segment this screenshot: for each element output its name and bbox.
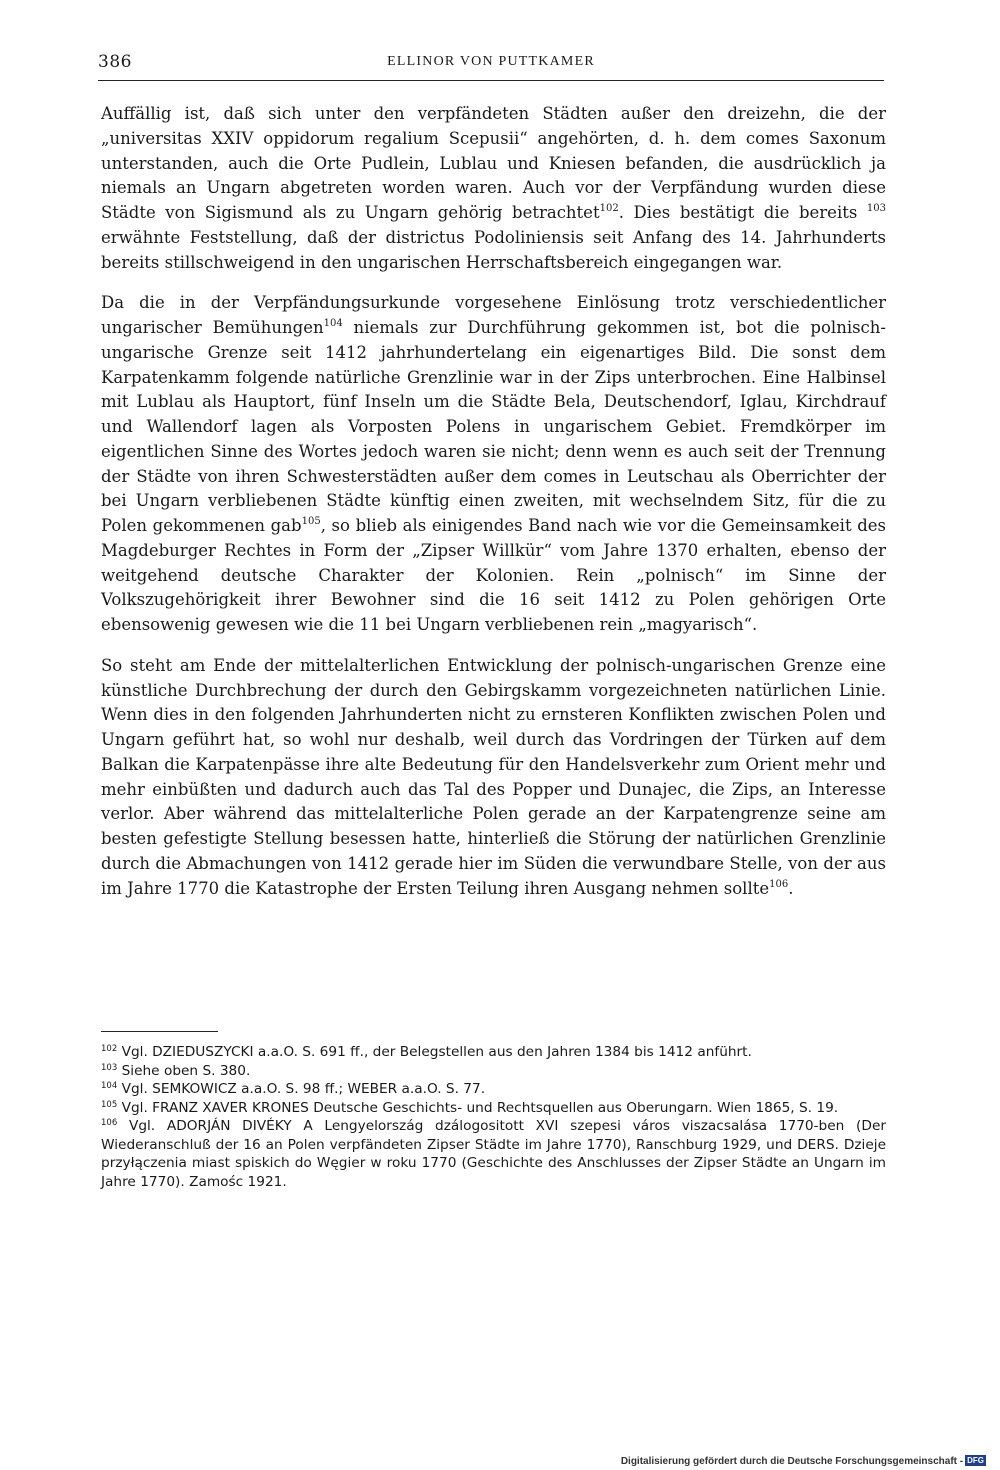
dfg-logo: DFG: [967, 1456, 984, 1465]
body-text: [101, 102, 886, 917]
footnote-number: 103: [101, 1062, 118, 1073]
footnote-number: 106: [101, 1118, 118, 1128]
paragraph: Auffällig ist, daß sich unter den verpfändeten Städten außer den dreizehn, die der „universitas XXIV oppidorum regalium Scepusii“ angehörten, d. h. dem comes Saxonum unterstanden, auch die Orte Pudlein, Lublau und Kniesen befanden, die ausdrücklich ja niemals an Ungarn abgetreten worden waren. Auch vor der Verpfändung wurden diese Städte von Sigismund als zu Ungarn gehörig betrachtet$^{102}$. Dies bestätigt die bereits $^{103}$ erwähnte Feststellung, daß der districtus Podoliniensis seit Anfang des 14. Jahrhunderts bereits stillschweigend in den ungarischen Herrschaftsbereich eingegangen war.: [101, 104, 887, 272]
footnote: $^{106}$ Vgl. ADORJÁN DIVÉKY A Lengyelország dzálogositott XVI szepesi város viszacsalása 1770-ben (Der Wiederanschluß der 16 an Polen verpfändeten Zipser Städte im Jahre 1770), Ranschburg 1929, und DERS. Dzieje przyłączenia miast spiskich do Węgier w roku 1770 (Geschichte des Anschlusses der Zipser Städte an Ungarn im Jahre 1770). Zamośc 1921.: [101, 1118, 886, 1190]
footnote-divider: [101, 1031, 218, 1032]
footnote: $^{105}$ Vgl. FRANZ XAVER KRONES Deutsche Geschichts- und Rechtsquellen aus Oberungarn. Wien 1865, S. 19.: [101, 1099, 839, 1116]
credit-text: Digitalisierung gefördert durch die Deutsche Forschungsgemeinschaft -: [620, 1456, 964, 1467]
digitization-credit: [621, 1455, 986, 1467]
running-head: ELLINOR VON PUTTKAMER: [387, 54, 595, 69]
footnote-number: 102: [101, 1044, 118, 1054]
footnote: $^{104}$ Vgl. SEMKOWICZ a.a.O. S. 98 ff.; WEBER a.a.O. S. 77.: [101, 1081, 486, 1097]
page-number: 386: [98, 52, 132, 72]
footnote: $^{102}$ Vgl. DZIEDUSZYCKI a.a.O. S. 691 ff., der Belegstellen aus den Jahren 1384 bis 1412 anführt.: [101, 1044, 752, 1060]
page-header: [98, 50, 884, 81]
footnote-ref[interactable]: 106: [769, 878, 789, 890]
footnote-number: 105: [101, 1099, 118, 1110]
paragraph: Da die in der Verpfändungsurkunde vorgesehene Einlösung trotz verschiedentlicher ungarischer Bemühungen$^{104}$ niemals zur Durchführung gekommen ist, bot die polnisch-ungarische Grenze seit 1412 jahrhundertelang ein eigenartiges Bild. Die sonst dem Karpatenkamm folgende natürliche Grenzlinie war in der Zips unterbrochen. Eine Halbinsel mit Lublau als Hauptort, fünf Inseln um die Städte Bela, Deutschendorf, Iglau, Kirchdrauf und Wallendorf lagen als Vorposten Polens in ungarischem Gebiet. Fremdkörper im eigentlichen Sinne des Wortes jedoch waren sie nicht; denn wenn es auch seit der Trennung der Städte von ihren Schwesterstädten außer dem comes in Leutschau als Oberrichter der bei Ungarn verbliebenen Städte künftig einen zweiten, mit wechselndem Sitz, für die zu Polen gekommenen gab$^{105}$, so blieb als einigendes Band nach wie vor die Gemeinsamkeit des Magdeburger Rechtes in Form der „Zipser Willkür“ vom Jahre 1370 erhalten, ebenso der weitgehend deutsche Charakter der Kolonien. Rein „polnisch“ im Sinne der Volkszugehörigkeit ihrer Bewohner sind die 16 seit 1412 zu Polen gehörigen Orte ebensowenig gewesen wie die 11 bei Ungarn verbliebenen rein „magyarisch“.: [101, 293, 887, 634]
footnote-ref[interactable]: 103: [866, 203, 887, 214]
footnote-ref[interactable]: 102: [599, 203, 619, 214]
footnote: $^{103}$ Siehe oben S. 380.: [101, 1062, 251, 1079]
footnote-ref[interactable]: 104: [323, 318, 343, 329]
paragraph: So steht am Ende der mittelalterlichen Entwicklung der polnisch-ungarischen Grenze eine künstliche Durchbrechung der durch den Gebirgskamm vorgezeichneten natürlichen Linie. Wenn dies in den folgenden Jahrhunderten nicht zu ernsteren Konflikten zwischen Polen und Ungarn geführt hat, so wohl nur deshalb, weil durch das Vordringen der Türken auf dem Balkan die Karpatenpässe ihre alte Bedeutung für den Handelsverkehr zum Orient mehr und mehr einbüßten und dadurch auch das Tal des Popper und Dunajec, die Zips, an Interesse verlor. Aber während das mittelalterliche Polen gerade an der Karpatengrenze seine am besten gefestigte Stellung besessen hatte, hinterließ die Störung der natürlichen Grenzlinie durch die Abmachungen von 1412 gerade hier im Süden die verwundbare Stelle, von der aus im Jahre 1770 die Katastrophe der Ersten Teilung ihren Ausgang nehmen sollte$^{106}$.: [101, 655, 886, 898]
footnotes: [101, 1043, 886, 1191]
footnote-ref[interactable]: 105: [301, 516, 321, 527]
footnote-number: 104: [101, 1081, 118, 1091]
